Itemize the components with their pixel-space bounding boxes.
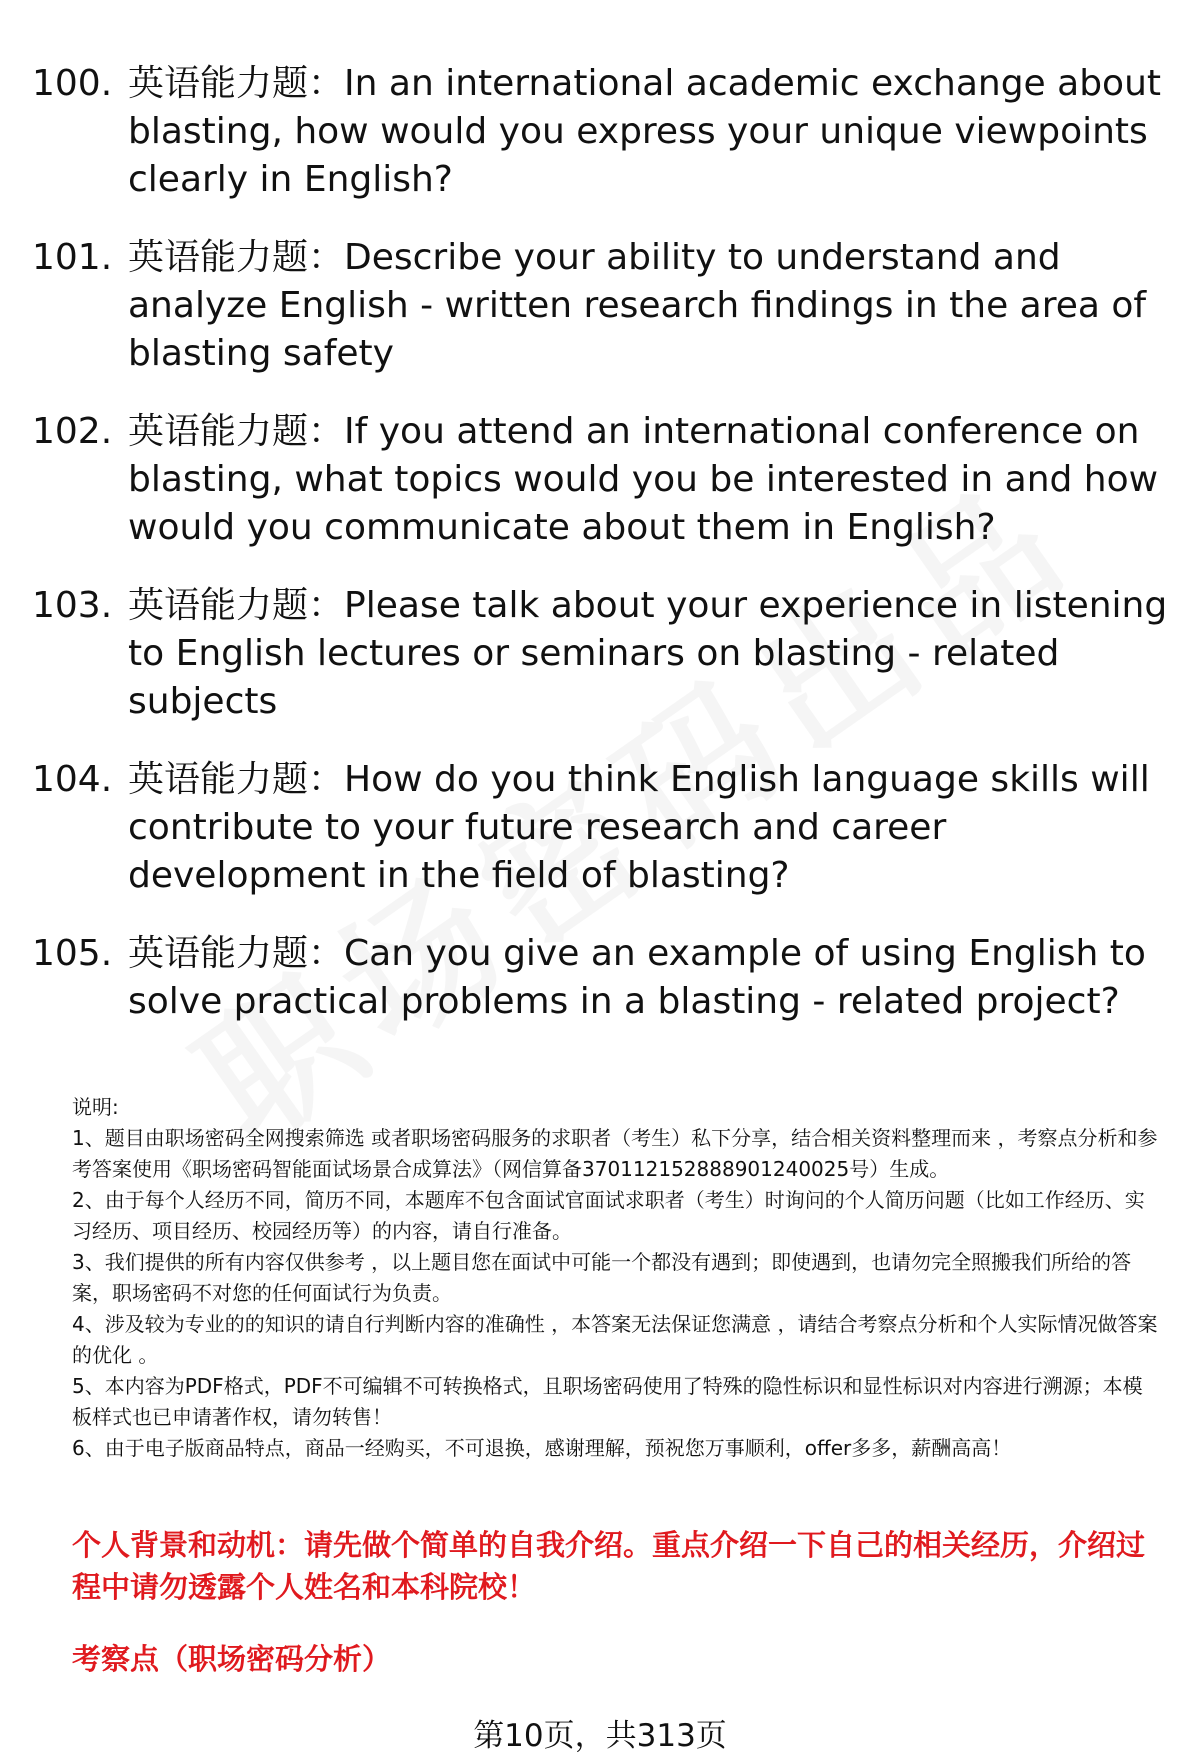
note-item: 5、本内容为PDF格式，PDF不可编辑不可转换格式，且职场密码使用了特殊的隐性标识和显性标识对内容进行溯源；本模板样式也已申请著作权，请勿转售！	[72, 1374, 1143, 1429]
question-number: 100.	[32, 63, 113, 104]
question-number: 104.	[32, 759, 113, 800]
notes-section	[72, 1092, 1162, 1464]
question-text: In an international academic exchange about blasting, how would you express your unique viewpoints clearly in English?	[128, 63, 1162, 200]
note-item: 1、题目由职场密码全网搜索筛选 或者职场密码服务的求职者（考生）私下分享，结合相关资料整理而来 ，考察点分析和参考答案使用《职场密码智能面试场景合成算法》（网信算备370112152888901240025号）生成。	[72, 1126, 1158, 1181]
note-item: 4、涉及较为专业的的知识的请自行判断内容的准确性 ，本答案无法保证您满意 ，请结合考察点分析和个人实际情况做答案的优化 。	[72, 1312, 1158, 1367]
question-item	[32, 408, 1172, 552]
question-text: Please talk about your experience in listening to English lectures or seminars on blasting - related subjects	[128, 585, 1168, 722]
question-text: If you attend an international conference on blasting, what topics would you be interested in and how would you communicate about them in English?	[128, 411, 1159, 548]
question-list	[32, 60, 1172, 1056]
analysis-heading: 考察点（职场密码分析）	[72, 1642, 392, 1676]
note-item: 2、由于每个人经历不同，简历不同，本题库不包含面试官面试求职者（考生）时询问的个人简历问题（比如工作经历、实习经历、项目经历、校园经历等）的内容，请自行准备。	[72, 1188, 1145, 1243]
question-number: 103.	[32, 585, 113, 626]
page-footer: 第10页，共313页	[473, 1718, 727, 1754]
question-item	[32, 930, 1172, 1026]
question-label: 英语能力题：	[128, 411, 345, 452]
question-number: 101.	[32, 237, 113, 278]
question-number: 102.	[32, 411, 113, 452]
note-item: 3、我们提供的所有内容仅供参考 ，以上题目您在面试中可能一个都没有遇到；即使遇到，也请勿完全照搬我们所给的答案，职场密码不对您的任何面试行为负责。	[72, 1250, 1132, 1305]
question-label: 英语能力题：	[128, 585, 345, 626]
question-item	[32, 582, 1172, 726]
note-item: 6、由于电子版商品特点，商品一经购买，不可退换，感谢理解，预祝您万事顺利，offer多多，薪酬高高！	[72, 1436, 1012, 1460]
question-number: 105.	[32, 933, 113, 974]
question-item	[32, 756, 1172, 900]
question-label: 英语能力题：	[128, 759, 345, 800]
question-label: 英语能力题：	[128, 237, 345, 278]
notes-title: 说明:	[72, 1095, 119, 1119]
question-text: Can you give an example of using English to solve practical problems in a blasting - related project?	[128, 933, 1146, 1022]
background-question: 个人背景和动机：请先做个简单的自我介绍。重点介绍一下自己的相关经历，介绍过程中请勿透露个人姓名和本科院校！	[72, 1528, 1146, 1604]
question-item	[32, 60, 1172, 204]
question-label: 英语能力题：	[128, 63, 345, 104]
question-text: How do you think English language skills will contribute to your future research and career development in the field of blasting?	[128, 759, 1150, 896]
question-label: 英语能力题：	[128, 933, 345, 974]
question-text: Describe your ability to understand and analyze English - written research findings in the area of blasting safety	[128, 237, 1147, 374]
question-item	[32, 234, 1172, 378]
highlight-section	[72, 1524, 1162, 1680]
